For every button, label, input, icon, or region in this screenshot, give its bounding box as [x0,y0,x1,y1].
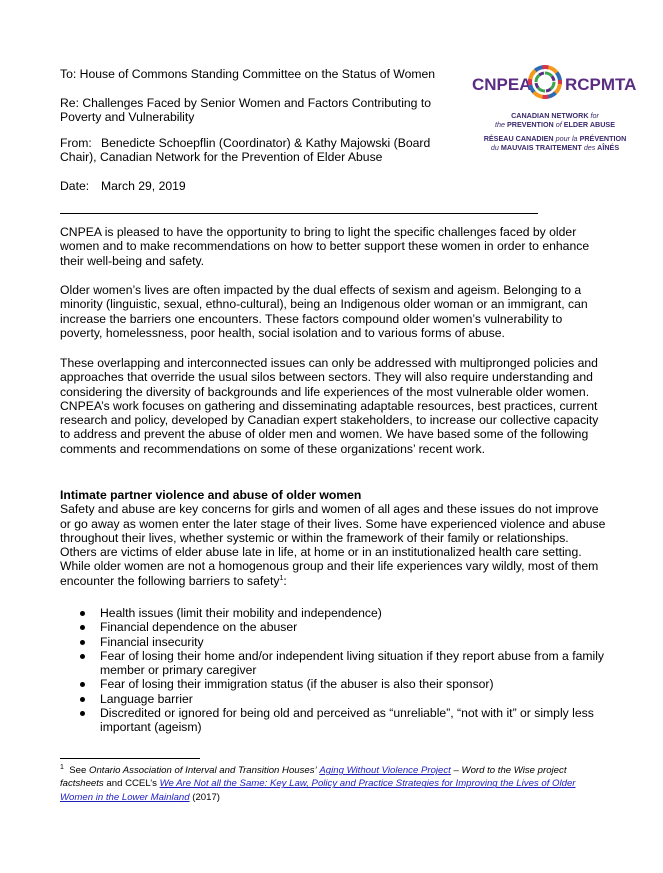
bullet-icon [80,611,85,616]
footnote: $^1$ See Ontario Association of Interval and Transition Houses’ Aging Without Violence Project – Word to the Wise project factsheets and CCEL’s We Are Not all the Same: Key Law, Policy and Practice Strategies for Improving the Lives of Older Women in the Lower Mainland (2017) [60,763,576,803]
ipv-section [60,488,608,588]
logo-flower-icon [530,67,560,97]
list-item: Financial dependence on the abuser [80,620,610,634]
logo-french-line2: du MAUVAIS TRAITEMENT des AÎNÉS [490,143,620,152]
footnote-ref[interactable]: 1 [279,574,284,582]
memo-from-line [60,136,460,165]
aging-without-violence-link[interactable]: Aging Without Violence Project [319,765,451,776]
section-paragraph: Safety and abuse are key concerns for girls and women of all ages and these issues do not improve or go away as women enter the later stage of their lives. Some have experienced violence and abuse throughout their lives, whether systemic or within the framework of their family or relationships. Others are victims of elder abuse late in life, at home or in an institutionalized health care setting. While older women are not a homogenous group and their life experiences vary wildly, most of them encounter the following barriers to safety$^1$: [60,502,606,588]
list-item: Financial insecurity [80,635,610,649]
approach-paragraph: These overlapping and interconnected issues can only be addressed with multipronged policies and approaches that override the usual silos between sectors. They will also require understanding and considering the diversity of backgrounds and life experiences of the most vulnerable older women. CNPEA’s work focuses on gathering and disseminating adaptable resources, best practices, current research and policy, developed by Canadian expert stakeholders, to increase our collective capacity to address and prevent the abuse of older men and women. We have based some of the following comments and recommendations on some of these organizations’ recent work. [60,356,599,456]
memo-re-line: Re: Challenges Faced by Senior Women and Factors Contributing to Poverty and Vulnerability [60,96,432,125]
section-heading: Intimate partner violence and abuse of older women [60,488,362,502]
logo-english-line2: the PREVENTION of ELDER ABUSE [495,120,615,129]
date-label: Date: [60,179,90,193]
logo-cnpea-text: CNPEA [472,75,532,94]
logo-graphic [470,60,640,110]
footnote-divider [60,758,200,759]
list-item: Discredited or ignored for being old and perceived as “unreliable”, “not with it” or simply less important (ageism) [80,706,610,735]
we-are-not-all-the-same-link[interactable]: We Are Not all the Same: Key Law, Policy and Practice Strategies for Improving the Lives of Older Women in the Lower Mainland [60,778,576,803]
barriers-list [80,606,610,735]
list-item: Language barrier [80,692,610,706]
footnote-org: Ontario Association of Interval and Transition Houses’ [89,765,317,776]
logo-rcpmta-text: RCPMTA [565,75,637,94]
bullet-icon [80,640,85,645]
memo-date-line [60,179,460,193]
from-value: Benedicte Schoepflin (Coordinator) & Kathy Majowski (Board Chair), Canadian Network for the Prevention of Elder Abuse [60,136,431,165]
bullet-icon [80,711,85,716]
date-value: March 29, 2019 [101,179,186,193]
intro-paragraph: CNPEA is pleased to have the opportunity to bring to light the specific challenges faced by older women and to make recommendations on how to better support these women in order to enhance their well-being and safety. [60,225,590,268]
header-divider [60,213,538,214]
bullet-icon [80,697,85,702]
footnote-number: 1 [60,763,64,771]
list-item: Fear of losing their immigration status (if the abuser is also their sponsor) [80,677,610,691]
bullet-icon [80,654,85,659]
from-label: From: [60,136,92,150]
bullet-icon [80,682,85,687]
memo-to-line: To: House of Commons Standing Committee on the Status of Women [60,67,436,81]
logo-french-line1: RÉSEAU CANADIEN pour la PRÉVENTION [483,134,627,143]
logo-english-line1: CANADIAN NETWORK for [511,111,599,120]
bullet-icon [80,625,85,630]
cnpea-logo [470,60,640,155]
list-item: Fear of losing their home and/or independent living situation if they report abuse from a family member or primary caregiver [80,649,610,678]
sexism-ageism-paragraph: Older women’s lives are often impacted by the dual effects of sexism and ageism. Belonging to a minority (linguistic, sexual, ethno-cultural), being an Indigenous older woman or an immigrant, can increase the barriers one encounters. These factors compound older women’s vulnerability to poverty, homelessness, poor health, social isolation and to various forms of abuse. [60,283,588,340]
list-item: Health issues (limit their mobility and independence) [80,606,610,620]
